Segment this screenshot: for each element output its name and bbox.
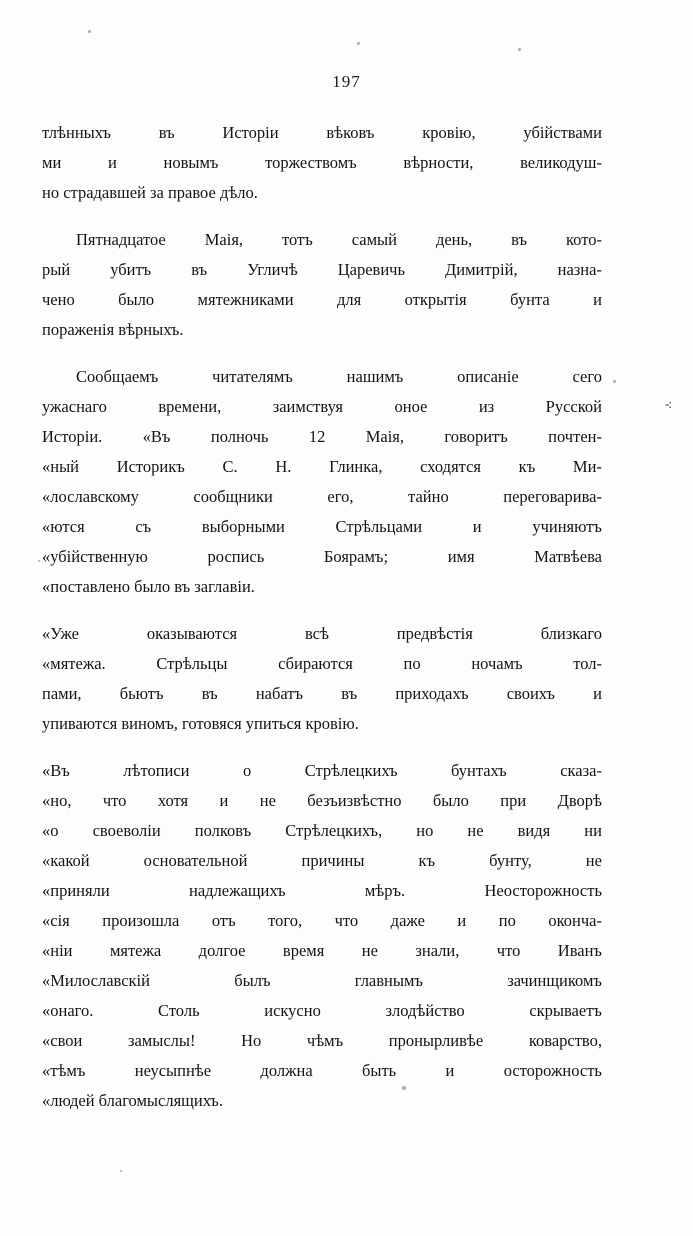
word: быть bbox=[361, 1061, 397, 1080]
word: переговарива- bbox=[503, 487, 602, 506]
word: не bbox=[585, 851, 602, 870]
word: Но bbox=[241, 1031, 262, 1050]
text-line bbox=[42, 619, 602, 649]
word: къ bbox=[518, 457, 536, 476]
word: Димитрій, bbox=[445, 260, 518, 279]
word: сбираются bbox=[278, 654, 353, 673]
paper-speck bbox=[38, 560, 40, 562]
word: описаніе bbox=[457, 367, 519, 386]
word: своеволіи bbox=[92, 821, 161, 840]
text-line bbox=[42, 816, 602, 846]
word: бунту, bbox=[489, 851, 532, 870]
word: Исторіи. bbox=[42, 427, 103, 446]
word: бьютъ bbox=[119, 684, 164, 703]
word: оконча- bbox=[548, 911, 602, 930]
word: почтен- bbox=[548, 427, 602, 446]
word: замыслы! bbox=[127, 1031, 196, 1050]
word: Столь bbox=[158, 1001, 200, 1020]
word: что bbox=[102, 791, 127, 810]
word: хотя bbox=[157, 791, 189, 810]
word: былъ bbox=[234, 971, 271, 990]
word: Пятнадцатое bbox=[76, 230, 166, 249]
body-text bbox=[42, 118, 602, 1133]
word: тотъ bbox=[282, 230, 313, 249]
word: самый bbox=[351, 230, 397, 249]
word: кото- bbox=[566, 230, 602, 249]
word: къ bbox=[418, 851, 436, 870]
paper-speck bbox=[613, 380, 616, 383]
word: и bbox=[107, 153, 117, 172]
word: чено bbox=[42, 290, 75, 309]
word: ночамъ bbox=[471, 654, 523, 673]
word: оное bbox=[394, 397, 428, 416]
word: «какой bbox=[42, 851, 90, 870]
word: тол- bbox=[573, 654, 602, 673]
text-line bbox=[42, 362, 602, 392]
word: учиняютъ bbox=[532, 517, 602, 536]
word: предвѣстія bbox=[396, 624, 473, 643]
word: «убійственную bbox=[42, 547, 148, 566]
word: даже bbox=[390, 911, 425, 930]
text-line bbox=[42, 966, 602, 996]
word: Стрѣлецкихъ bbox=[304, 761, 398, 780]
word: «мятежа. bbox=[42, 654, 106, 673]
word: пронырливѣе bbox=[388, 1031, 484, 1050]
word: роспись bbox=[207, 547, 265, 566]
text-line: «людей благомыслящихъ. bbox=[42, 1091, 223, 1110]
word: долгое bbox=[198, 941, 246, 960]
word: заимствуя bbox=[272, 397, 344, 416]
paper-speck bbox=[518, 48, 521, 51]
word: Боярамъ; bbox=[323, 547, 389, 566]
text-line bbox=[42, 786, 602, 816]
word: говоритъ bbox=[444, 427, 508, 446]
word: сего bbox=[572, 367, 602, 386]
word: Стрѣльцами bbox=[335, 517, 423, 536]
word: день, bbox=[435, 230, 473, 249]
text-line: но страдавшей за правое дѣло. bbox=[42, 183, 258, 202]
word: пами, bbox=[42, 684, 82, 703]
word: «Въ bbox=[42, 761, 70, 780]
word: Глинка, bbox=[329, 457, 383, 476]
word: неусыпнѣе bbox=[134, 1061, 212, 1080]
text-line bbox=[42, 392, 602, 422]
word: произошла bbox=[102, 911, 180, 930]
word: о bbox=[242, 761, 252, 780]
word: Н. bbox=[275, 457, 292, 476]
word: злодѣйство bbox=[385, 1001, 465, 1020]
word: въ bbox=[201, 684, 218, 703]
word: основательной bbox=[143, 851, 248, 870]
text-line bbox=[42, 255, 602, 285]
margin-mark: -: bbox=[665, 396, 671, 411]
word: ми bbox=[42, 153, 62, 172]
word: всѣ bbox=[304, 624, 329, 643]
word: «Въ bbox=[142, 427, 171, 446]
word: но bbox=[416, 821, 434, 840]
word: скрываетъ bbox=[529, 1001, 602, 1020]
text-line bbox=[42, 679, 602, 709]
text-line bbox=[42, 876, 602, 906]
word: С. bbox=[222, 457, 238, 476]
word: Неосторожность bbox=[484, 881, 602, 900]
word: въ bbox=[191, 260, 208, 279]
text-line bbox=[42, 452, 602, 482]
word: Угличѣ bbox=[247, 260, 298, 279]
word: и bbox=[472, 517, 482, 536]
paragraph bbox=[42, 118, 602, 208]
word: Матвѣева bbox=[534, 547, 602, 566]
word: «сія bbox=[42, 911, 70, 930]
text-line bbox=[42, 542, 602, 572]
word: бунта bbox=[510, 290, 550, 309]
word: имя bbox=[447, 547, 475, 566]
word: въ bbox=[158, 123, 175, 142]
word: «Милославскій bbox=[42, 971, 150, 990]
word: ни bbox=[584, 821, 602, 840]
word: зачинщикомъ bbox=[507, 971, 602, 990]
text-line bbox=[42, 118, 602, 148]
paper-speck bbox=[120, 1170, 122, 1172]
paragraph bbox=[42, 225, 602, 345]
text-line bbox=[42, 512, 602, 542]
word: приходахъ bbox=[395, 684, 469, 703]
word: полночь bbox=[210, 427, 269, 446]
word: не bbox=[467, 821, 484, 840]
word: открытія bbox=[404, 290, 467, 309]
word: время bbox=[282, 941, 325, 960]
word: мѣръ. bbox=[364, 881, 406, 900]
word: и bbox=[593, 684, 602, 703]
word: видя bbox=[517, 821, 551, 840]
word: должна bbox=[260, 1061, 313, 1080]
word: «тѣмъ bbox=[42, 1061, 86, 1080]
word: Иванъ bbox=[557, 941, 602, 960]
word: «ются bbox=[42, 517, 85, 536]
word: «свои bbox=[42, 1031, 83, 1050]
word: тайно bbox=[408, 487, 449, 506]
word: по bbox=[403, 654, 421, 673]
word: мятежниками bbox=[197, 290, 294, 309]
word: «ный bbox=[42, 457, 79, 476]
text-line bbox=[42, 906, 602, 936]
paragraph bbox=[42, 756, 602, 1116]
word: что bbox=[496, 941, 521, 960]
word: ужаснаго bbox=[42, 397, 107, 416]
word: 12 bbox=[308, 427, 326, 446]
word: искусно bbox=[264, 1001, 321, 1020]
word: чѣмъ bbox=[306, 1031, 344, 1050]
word: своихъ bbox=[506, 684, 555, 703]
word: главнымъ bbox=[354, 971, 423, 990]
word: сходятся bbox=[420, 457, 481, 476]
word: «лославскому bbox=[42, 487, 139, 506]
word: сообщники bbox=[193, 487, 273, 506]
text-line bbox=[42, 422, 602, 452]
word: Исторіи bbox=[222, 123, 279, 142]
word: нашимъ bbox=[346, 367, 404, 386]
word: сказа- bbox=[560, 761, 602, 780]
word: полковъ bbox=[194, 821, 252, 840]
word: «о bbox=[42, 821, 59, 840]
word: «онаго. bbox=[42, 1001, 94, 1020]
word: Стрѣльцы bbox=[156, 654, 228, 673]
word: Русской bbox=[545, 397, 602, 416]
text-line bbox=[42, 1056, 602, 1086]
word: Маія, bbox=[365, 427, 405, 446]
word: при bbox=[500, 791, 527, 810]
word: и bbox=[445, 1061, 455, 1080]
paper-speck bbox=[88, 30, 91, 33]
word: осторожность bbox=[503, 1061, 602, 1080]
word: коварство, bbox=[528, 1031, 602, 1050]
paragraph bbox=[42, 619, 602, 739]
text-line: «поставлено было въ заглавіи. bbox=[42, 577, 255, 596]
word: въ bbox=[341, 684, 358, 703]
word: для bbox=[336, 290, 362, 309]
word: читателямъ bbox=[212, 367, 293, 386]
word: не bbox=[259, 791, 276, 810]
paper-speck bbox=[357, 42, 360, 45]
word: Историкъ bbox=[116, 457, 185, 476]
word: съ bbox=[135, 517, 152, 536]
word: лѣтописи bbox=[123, 761, 190, 780]
word: что bbox=[334, 911, 359, 930]
word: близкаго bbox=[540, 624, 602, 643]
word: Ми- bbox=[572, 457, 602, 476]
word: Стрѣлецкихъ, bbox=[285, 821, 383, 840]
word: торжествомъ bbox=[265, 153, 357, 172]
word: вѣковъ bbox=[326, 123, 375, 142]
word: набатъ bbox=[255, 684, 304, 703]
text-line bbox=[42, 756, 602, 786]
word: «ніи bbox=[42, 941, 73, 960]
word: въ bbox=[511, 230, 528, 249]
text-line bbox=[42, 649, 602, 679]
word: было bbox=[432, 791, 469, 810]
word: кровію, bbox=[422, 123, 476, 142]
word: Царевичь bbox=[337, 260, 405, 279]
word: знали, bbox=[415, 941, 460, 960]
word: «но, bbox=[42, 791, 72, 810]
word: великодуш- bbox=[520, 153, 602, 172]
word: назна- bbox=[557, 260, 602, 279]
word: «приняли bbox=[42, 881, 110, 900]
text-line: упиваются виномъ, готовяся упиться кровію. bbox=[42, 714, 359, 733]
text-line bbox=[42, 482, 602, 512]
word: времени, bbox=[158, 397, 222, 416]
word: причины bbox=[301, 851, 365, 870]
word: по bbox=[498, 911, 516, 930]
paragraph bbox=[42, 362, 602, 602]
word: и bbox=[457, 911, 467, 930]
text-line bbox=[42, 285, 602, 315]
word: тлѣнныхъ bbox=[42, 123, 111, 142]
word: из bbox=[478, 397, 495, 416]
text-line bbox=[42, 148, 602, 178]
text-line bbox=[42, 225, 602, 255]
text-line bbox=[42, 846, 602, 876]
word: его, bbox=[327, 487, 354, 506]
word: новымъ bbox=[163, 153, 219, 172]
word: Сообщаемъ bbox=[76, 367, 159, 386]
word: Маія, bbox=[204, 230, 244, 249]
word: убійствами bbox=[523, 123, 602, 142]
word: безъизвѣстно bbox=[307, 791, 402, 810]
word: было bbox=[118, 290, 155, 309]
word: выборными bbox=[201, 517, 285, 536]
word: «Уже bbox=[42, 624, 79, 643]
text-line bbox=[42, 996, 602, 1026]
text-line: пораженія вѣрныхъ. bbox=[42, 320, 184, 339]
word: бунтахъ bbox=[450, 761, 507, 780]
word: рый bbox=[42, 260, 71, 279]
word: того, bbox=[268, 911, 303, 930]
word: и bbox=[219, 791, 229, 810]
word: вѣрности, bbox=[403, 153, 474, 172]
text-line bbox=[42, 936, 602, 966]
word: отъ bbox=[211, 911, 236, 930]
word: Дворѣ bbox=[557, 791, 602, 810]
word: убитъ bbox=[110, 260, 152, 279]
page-number: 197 bbox=[332, 72, 361, 91]
word: мятежа bbox=[109, 941, 162, 960]
text-line bbox=[42, 1026, 602, 1056]
word: оказываются bbox=[146, 624, 238, 643]
word: не bbox=[361, 941, 378, 960]
word: надлежащихъ bbox=[188, 881, 286, 900]
word: и bbox=[593, 290, 602, 309]
